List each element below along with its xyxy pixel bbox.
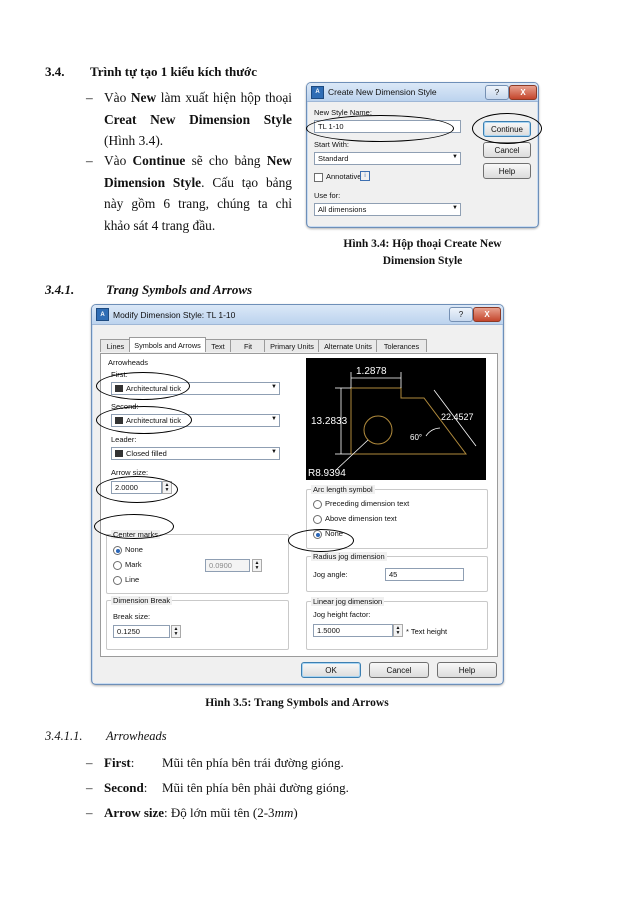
tab-tolerances[interactable]: Tolerances bbox=[376, 339, 427, 352]
leader-label: Leader: bbox=[111, 435, 137, 444]
center-mark-radio[interactable] bbox=[113, 561, 122, 570]
jog-angle-input[interactable] bbox=[385, 568, 464, 581]
term-desc: Mũi tên phía bên phải đường gióng. bbox=[162, 780, 349, 795]
jog-angle-label: Jog angle: bbox=[313, 570, 348, 579]
linear-jog-group bbox=[306, 597, 488, 650]
term-sep: : bbox=[130, 755, 135, 770]
close-icon[interactable]: X bbox=[509, 85, 537, 100]
break-size-spinner[interactable]: ▲ ▼ bbox=[171, 625, 181, 638]
arc-preceding-label: Preceding dimension text bbox=[325, 499, 410, 508]
subsection-number: 3.4.1. bbox=[45, 282, 75, 297]
center-line-label: Line bbox=[125, 575, 140, 584]
annotative-checkbox[interactable] bbox=[314, 173, 323, 182]
arrowhead-item-arrow-size: – Arrow size: Độ lớn mũi tên (2-3mm) bbox=[86, 805, 298, 820]
break-size-label: Break size: bbox=[113, 612, 151, 621]
text: Vào bbox=[104, 153, 127, 168]
cancel-button[interactable]: Cancel bbox=[369, 662, 429, 678]
dialog-title: Create New Dimension Style bbox=[328, 87, 437, 97]
figure-caption-3-5: Hình 3.5: Trang Symbols and Arrows bbox=[205, 697, 389, 709]
select-value: All dimensions bbox=[318, 205, 367, 214]
close-icon[interactable]: X bbox=[473, 307, 501, 322]
arrowheads-group-title: Arrowheads bbox=[108, 358, 149, 367]
dimension-break-group bbox=[106, 596, 289, 650]
chevron-down-icon: ▼ bbox=[452, 154, 458, 160]
preview-drawing bbox=[306, 358, 486, 480]
center-mark-size-input[interactable] bbox=[205, 559, 250, 572]
text: Vào bbox=[104, 90, 127, 105]
select-value: Standard bbox=[318, 154, 349, 163]
select-value: Architectural tick bbox=[126, 416, 182, 425]
term: First bbox=[104, 755, 131, 770]
help-title-button[interactable]: ? bbox=[449, 307, 473, 322]
term-desc: Mũi tên phía bên trái đường gióng. bbox=[162, 755, 344, 770]
select-value: Closed filled bbox=[126, 449, 167, 458]
autocad-app-icon: A bbox=[311, 86, 324, 99]
ok-button[interactable]: OK bbox=[301, 662, 361, 678]
term-unit: mm bbox=[274, 805, 294, 820]
break-size-input[interactable] bbox=[113, 625, 170, 638]
preview-dim-text: 1.2878 bbox=[356, 366, 387, 377]
bullet-new: – Vào New làm xuất hiện hộp thoại Creat New Dimension Style (Hình 3.4). bbox=[86, 90, 292, 148]
jog-height-input[interactable] bbox=[313, 624, 393, 637]
text-bold: Creat New Dimension Style bbox=[104, 111, 292, 127]
term-desc: Độ lớn mũi tên (2-3 bbox=[170, 805, 275, 820]
tab-symbols-and-arrows[interactable]: Symbols and Arrows bbox=[129, 337, 206, 352]
text: (Hình 3.4). bbox=[104, 133, 164, 148]
highlight-ellipse bbox=[96, 372, 190, 400]
preview-dim-text: 60° bbox=[410, 433, 423, 442]
dimension-break-group-title: Dimension Break bbox=[113, 596, 171, 605]
start-with-select[interactable] bbox=[314, 152, 461, 165]
input-value: 0.0900 bbox=[209, 561, 232, 570]
style-preview bbox=[306, 358, 486, 480]
preview-dim-text: R8.9394 bbox=[308, 468, 346, 479]
closed-filled-icon bbox=[115, 450, 123, 457]
section-number: 3.4. bbox=[45, 64, 65, 79]
input-value: TL 1-10 bbox=[318, 122, 344, 131]
figure-caption-3-4 bbox=[331, 236, 514, 270]
continue-button[interactable]: Continue bbox=[483, 121, 531, 137]
arrowhead-item-first: – First: Mũi tên phía bên trái đường gióng. bbox=[86, 755, 344, 770]
caption-line: Hình 3.4: Hộp thoại Create New bbox=[343, 238, 502, 250]
input-value: 2.0000 bbox=[115, 483, 138, 492]
info-icon[interactable]: i bbox=[360, 171, 370, 181]
chevron-down-icon: ▼ bbox=[271, 449, 277, 455]
tab-fit[interactable]: Fit bbox=[230, 339, 266, 352]
jog-height-spinner[interactable]: ▲ ▼ bbox=[393, 624, 403, 637]
text-height-suffix: * Text height bbox=[406, 627, 448, 636]
tab-alternate-units[interactable]: Alternate Units bbox=[318, 339, 378, 352]
new-style-name-label: New Style Name: bbox=[314, 108, 372, 117]
help-button[interactable]: Help bbox=[437, 662, 497, 678]
tab-strip bbox=[100, 339, 496, 353]
create-new-dim-style-dialog bbox=[306, 82, 539, 228]
bullet-continue: – Vào Continue sẽ cho bảng New Dimension Style. Cấu tạo bảng này gồm 6 trang, chúng ta chỉ khảo sát 4 trang đầu. bbox=[86, 153, 293, 233]
subsection-title: Trang Symbols and Arrows bbox=[106, 282, 253, 297]
center-mark-spinner[interactable]: ▲ ▼ bbox=[252, 559, 262, 572]
text-bold: New bbox=[130, 90, 157, 105]
preview-circle bbox=[364, 416, 392, 444]
center-marks-group bbox=[106, 530, 289, 594]
radius-jog-group bbox=[306, 552, 488, 592]
text-bold: New Dimension Style bbox=[104, 153, 292, 190]
dialog-titlebar bbox=[92, 305, 503, 325]
start-with-label: Start With: bbox=[314, 140, 350, 149]
tab-primary-units[interactable]: Primary Units bbox=[264, 339, 320, 352]
term-sep: : bbox=[143, 780, 148, 795]
tab-text[interactable]: Text bbox=[204, 339, 232, 352]
arc-length-group-title: Arc length symbol bbox=[313, 485, 373, 494]
subsubsection-title: Arrowheads bbox=[106, 729, 167, 743]
text: sẽ cho bảng bbox=[191, 153, 261, 168]
highlight-ellipse bbox=[96, 406, 192, 434]
help-button[interactable]: Help bbox=[483, 163, 531, 179]
chevron-down-icon: ▼ bbox=[271, 416, 277, 422]
first-label: First: bbox=[111, 370, 128, 379]
cancel-button[interactable]: Cancel bbox=[483, 142, 531, 158]
center-line-radio[interactable] bbox=[113, 576, 122, 585]
radius-jog-group-title: Radius jog dimension bbox=[313, 552, 385, 561]
caption-line: Dimension Style bbox=[382, 255, 463, 267]
arrowhead-item-second: – Second: Mũi tên phía bên phải đường gióng. bbox=[86, 780, 349, 795]
linear-jog-group-title: Linear jog dimension bbox=[313, 597, 383, 606]
help-title-button[interactable]: ? bbox=[485, 85, 509, 100]
highlight-ellipse bbox=[288, 529, 354, 552]
text: làm xuất hiện hộp thoại bbox=[160, 90, 292, 105]
use-for-label: Use for: bbox=[314, 191, 341, 200]
center-none-label: None bbox=[125, 545, 143, 554]
input-value: 0.1250 bbox=[117, 627, 140, 636]
jog-height-label: Jog height factor: bbox=[313, 610, 371, 619]
preview-dim-text: 13.2833 bbox=[311, 416, 348, 427]
section-title: Trình tự tạo 1 kiểu kích thước bbox=[90, 64, 258, 79]
center-mark-label: Mark bbox=[125, 560, 142, 569]
arrow-size-spinner[interactable]: ▲ ▼ bbox=[162, 481, 172, 494]
text-bold: Continue bbox=[132, 153, 186, 168]
center-marks-group-title: Center marks bbox=[113, 530, 159, 539]
term: Second bbox=[104, 780, 144, 795]
second-label: Second: bbox=[111, 402, 139, 411]
select-value: Architectural tick bbox=[126, 384, 182, 393]
text: . Cấu tạo bảng này gồm 6 trang, chúng ta chỉ khảo sát 4 trang đầu. bbox=[104, 174, 293, 233]
arc-above-radio[interactable] bbox=[313, 515, 322, 524]
chevron-down-icon: ▼ bbox=[271, 384, 277, 390]
highlight-ellipse bbox=[306, 115, 454, 142]
input-value: 1.5000 bbox=[317, 626, 340, 635]
input-value: 45 bbox=[389, 570, 398, 579]
subsubsection-number: 3.4.1.1. bbox=[45, 729, 83, 743]
chevron-down-icon: ▼ bbox=[452, 205, 458, 211]
term-desc: ) bbox=[293, 805, 298, 820]
annotative-label: Annotative bbox=[326, 172, 362, 181]
dialog-title: Modify Dimension Style: TL 1-10 bbox=[113, 309, 236, 320]
center-none-radio[interactable] bbox=[113, 546, 122, 555]
arc-preceding-radio[interactable] bbox=[313, 500, 322, 509]
arrow-size-label: Arrow size: bbox=[111, 468, 149, 477]
use-for-select[interactable] bbox=[314, 203, 461, 216]
highlight-ellipse bbox=[94, 514, 174, 539]
preview-angle-arc bbox=[426, 428, 440, 436]
arc-above-label: Above dimension text bbox=[325, 514, 397, 523]
highlight-ellipse bbox=[472, 113, 542, 144]
term: Arrow size bbox=[104, 805, 165, 820]
term-sep: : bbox=[164, 805, 168, 820]
highlight-ellipse bbox=[96, 476, 178, 503]
arc-none-label: None bbox=[325, 529, 343, 538]
preview-dim-text: 22.4527 bbox=[441, 412, 474, 422]
tab-lines[interactable]: Lines bbox=[100, 339, 131, 352]
autocad-app-icon: A bbox=[96, 308, 109, 321]
leader-select[interactable] bbox=[111, 447, 280, 460]
